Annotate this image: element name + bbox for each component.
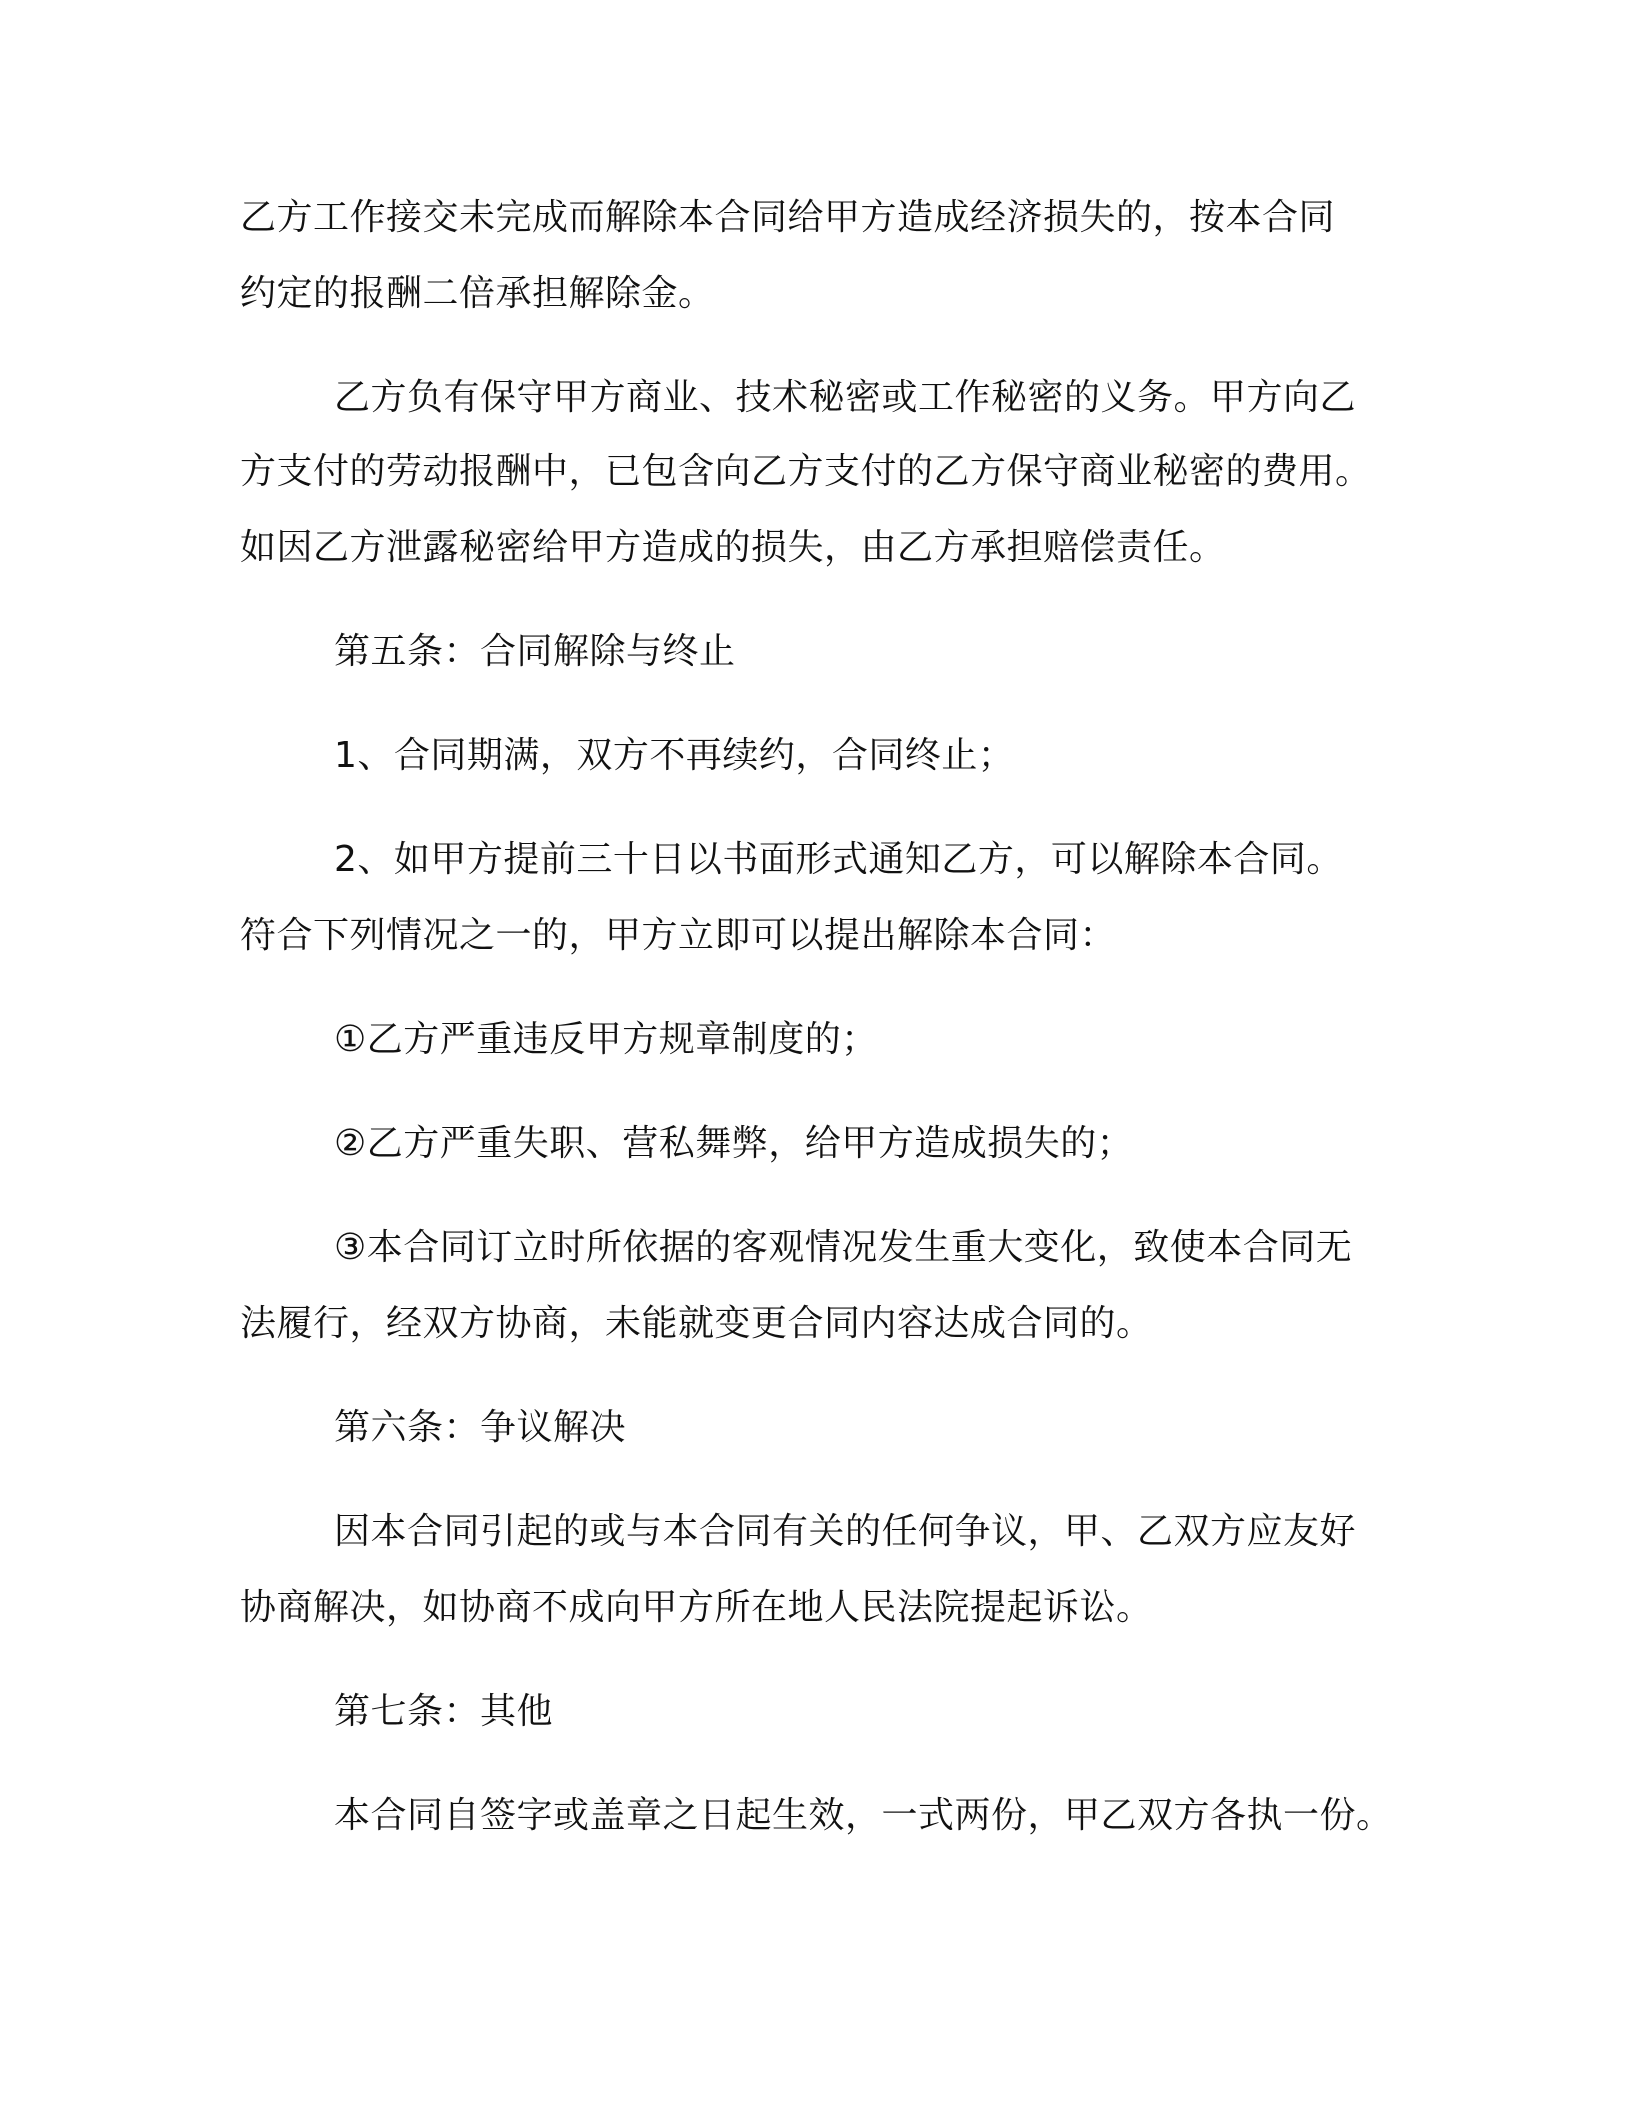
section-heading: 第五条：合同解除与终止 bbox=[334, 631, 736, 672]
paragraph-line: 乙方负有保守甲方商业、技术秘密或工作秘密的义务。甲方向乙 bbox=[334, 377, 1357, 418]
paragraph-line: 因本合同引起的或与本合同有关的任何争议，甲、乙双方应友好 bbox=[334, 1511, 1357, 1552]
list-item: ③本合同订立时所依据的客观情况发生重大变化，致使本合同无 bbox=[334, 1227, 1353, 1268]
paragraph-line: 符合下列情况之一的，甲方立即可以提出解除本合同： bbox=[240, 915, 1117, 956]
list-item: 1、合同期满，双方不再续约，合同终止； bbox=[334, 735, 1015, 776]
paragraph-line: 方支付的劳动报酬中，已包含向乙方支付的乙方保守商业秘密的费用。 bbox=[240, 451, 1372, 492]
list-item: ①乙方严重违反甲方规章制度的； bbox=[334, 1019, 878, 1060]
paragraph-line: 乙方工作接交未完成而解除本合同给甲方造成经济损失的，按本合同 bbox=[240, 197, 1336, 238]
list-item: 2、如甲方提前三十日以书面形式通知乙方，可以解除本合同。 bbox=[334, 839, 1343, 880]
paragraph-line: 法履行，经双方协商，未能就变更合同内容达成合同的。 bbox=[240, 1303, 1153, 1344]
list-item: ②乙方严重失职、营私舞弊，给甲方造成损失的； bbox=[334, 1123, 1134, 1164]
paragraph-line: 本合同自签字或盖章之日起生效，一式两份，甲乙双方各执一份。 bbox=[334, 1795, 1393, 1836]
section-heading: 第六条：争议解决 bbox=[334, 1407, 627, 1448]
paragraph-line: 约定的报酬二倍承担解除金。 bbox=[240, 273, 715, 314]
paragraph-line: 如因乙方泄露秘密给甲方造成的损失，由乙方承担赔偿责任。 bbox=[240, 527, 1226, 568]
paragraph-line: 协商解决，如协商不成向甲方所在地人民法院提起诉讼。 bbox=[240, 1587, 1153, 1628]
section-heading: 第七条：其他 bbox=[334, 1691, 554, 1732]
